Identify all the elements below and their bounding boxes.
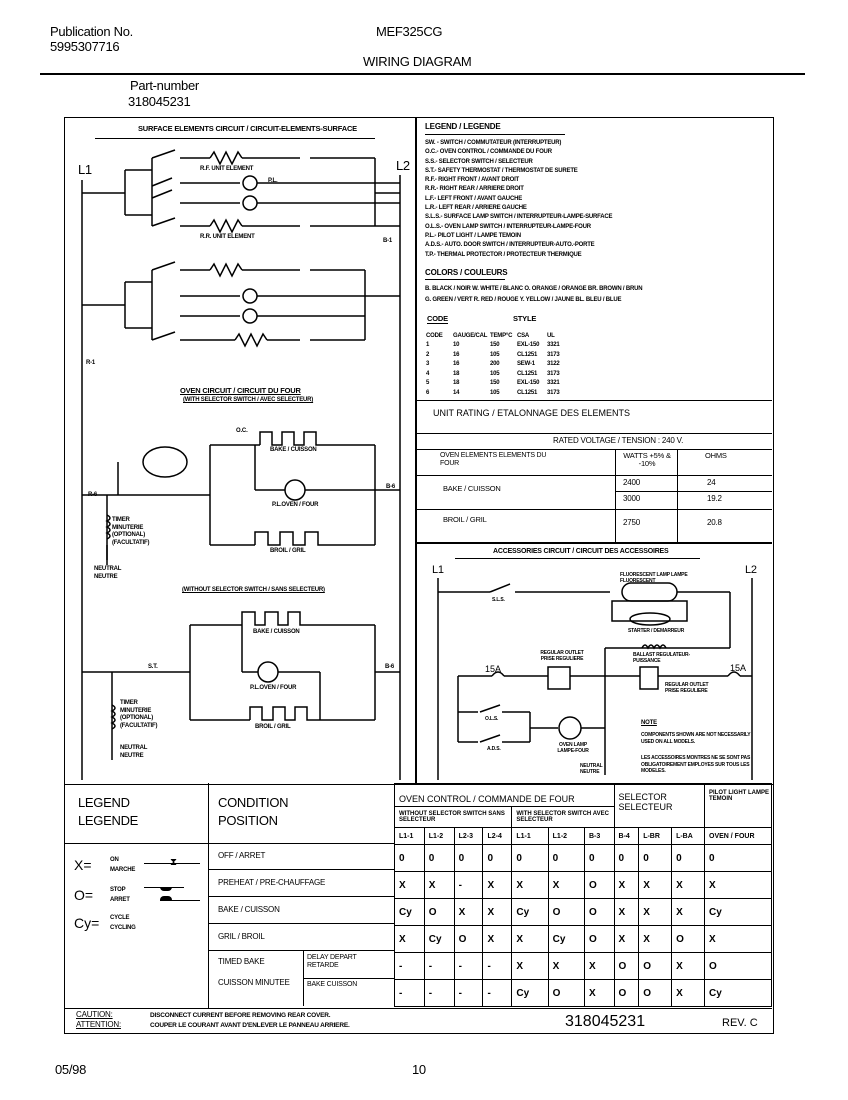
bake-watts-1: 2400 [623,478,640,487]
table-header-row [395,784,772,807]
b6-label-2: B-6 [385,664,395,670]
timer-label: TIMER MINUTERIE (OPTIONAL) (FACULTATIF) [112,517,150,546]
unit-rating-table [415,449,772,542]
legend-item: O.L.S.- OVEN LAMP SWITCH / INTERRUPTEUR-LAMPE-FOUR [425,223,591,230]
cell: SEW-1 [517,361,535,368]
legend-title: LEGEND / LEGENDE [425,122,565,135]
cell: 3 [426,361,430,368]
col-header: L-BR [639,828,672,845]
legend-item: P.L.- PILOT LIGHT / LAMPE TEMOIN [425,232,521,239]
table-row [425,360,561,370]
table-row [395,953,772,980]
legend-heading-fr: LEGENDE [78,813,139,828]
cell: 3173 [547,389,560,396]
cell: - [424,953,454,980]
fluorescent-lamp-label: FLUORESCENT LAMP LAMPE FLUORESCENT [620,572,688,584]
table-row [395,980,772,1007]
legend-list [425,139,765,260]
rated-voltage: RATED VOLTAGE / TENSION : 240 V. [553,436,684,445]
cell: X [614,872,639,899]
col-header: B-3 [584,828,614,845]
table-row [395,899,772,926]
part-number-label: Part-number [130,78,199,93]
cell: Cy [548,926,584,953]
cell: O [584,872,614,899]
col-header: L1-1 [395,828,425,845]
cell: X [548,872,584,899]
rr-element-label: R.R. UNIT ELEMENT [200,234,255,240]
cell: O [614,953,639,980]
page-number: 10 [412,1062,426,1077]
col-header: CSA [517,332,530,339]
oven-light-label: P.L.OVEN / FOUR [272,502,319,508]
cell: 16 [453,361,460,368]
cell: - [483,953,512,980]
legend-item: S.L.S.- SURFACE LAMP SWITCH / INTERRUPTEUR-LAMPE-SURFACE [425,214,613,221]
symbol-en: ON [110,857,119,863]
cell: X [454,899,483,926]
cell: 3173 [547,351,560,358]
cell: - [454,980,483,1007]
symbol: O= [74,887,94,903]
cell: X [705,872,772,899]
divider [415,509,772,510]
starter-label: STARTER / DEMARREUR [628,628,685,634]
b1-label: B-1 [383,238,393,244]
cell: O [584,899,614,926]
cell: 0 [512,845,548,872]
table-row [395,845,772,872]
cell: CL1251 [517,370,538,377]
divider [677,449,678,542]
cell: 150 [490,342,500,349]
bake-sublabel: BAKE CUISSON [307,981,358,988]
cell: X [639,926,672,953]
symbol-fr: MARCHE [110,867,136,873]
col-header: L1-1 [512,828,548,845]
cell: X [705,926,772,953]
pilot-light-header: PILOT LIGHT LAMPE TEMOIN [705,784,772,828]
cell: Cy [512,980,548,1007]
table-row [425,379,561,389]
cell: O [454,926,483,953]
bake-element-label-2: BAKE / CUISSON [253,629,300,635]
without-selector-subtitle: (WITHOUT SELECTOR SWITCH / SANS SELECTEUR) [182,587,325,593]
bake-element-label: BAKE / CUISSON [270,447,317,453]
position-heading: POSITION [218,813,278,828]
cell: X [639,899,672,926]
cell: 105 [490,351,500,358]
cell: 3321 [547,380,560,387]
table-header-row [425,332,561,342]
cell: EXL-150 [517,380,540,387]
cell: - [483,980,512,1007]
cell: O [548,899,584,926]
cell: CL1251 [517,389,538,396]
rated-voltage-row [415,432,772,450]
symbol: Cy= [74,915,100,931]
caution-label: CAUTION: [76,1010,113,1019]
cell: 14 [453,389,460,396]
cell: X [512,872,548,899]
r1-label: R-1 [86,360,96,366]
cell: 0 [614,845,639,872]
cell: Cy [424,926,454,953]
cell: O [672,926,705,953]
cell: O [639,980,672,1007]
symbol-en: CYCLE [110,915,130,921]
condition-bake: BAKE / CUISSON [208,897,394,924]
cell: X [614,926,639,953]
legend-item: L.R.- LEFT REAR / ARRIERE GAUCHE [425,205,527,212]
symbol-fr: ARRET [110,897,130,903]
col-watts-header: WATTS +5% & -10% [623,451,671,468]
legend-item: S.S.- SELECTOR SWITCH / SELECTEUR [425,158,533,165]
broil-element-label: BROIL / GRIL [270,548,306,554]
cell: X [483,872,512,899]
code-title: CODE [427,313,448,323]
legend-item: SW. - SWITCH / COMMUTATEUR (INTERRUPTEUR) [425,140,562,146]
legend-item: T.P.- THERMAL PROTECTOR / PROTECTEUR THERMIQUE [425,251,582,258]
switch-open-icon-top [160,887,172,891]
cell: 0 [548,845,584,872]
publication-number: 5995307716 [50,39,120,54]
revision-label: REV. C [722,1017,758,1029]
cell: 0 [584,845,614,872]
bake-watts-2: 3000 [623,494,640,503]
oven-circuit-title: OVEN CIRCUIT / CIRCUIT DU FOUR [180,386,301,395]
acc-l1-label: L1 [432,564,444,576]
colors-line-2: G. GREEN / VERT R. RED / ROUGE Y. YELLOW / JAUNE BL. BLEU / BLUE [425,296,622,303]
l2-label: L2 [396,158,410,173]
oven-lamp-label: OVEN LAMP LAMPE-FOUR [557,742,589,754]
cuisson-minutee-label: CUISSON MINUTEE [218,978,290,987]
timer-label-2: TIMER MINUTERIE (OPTIONAL) (FACULTATIF) [120,700,158,729]
broil-row-label: BROIL / GRIL [443,515,487,524]
surface-circuit-title: SURFACE ELEMENTS CIRCUIT / CIRCUIT-ELEMENTS-SURFACE [138,124,357,133]
without-selector-header: WITHOUT SELECTOR SWITCH SANS SELECTEUR [395,807,512,828]
colors-line-1: B. BLACK / NOIR W. WHITE / BLANC O. ORANGE / ORANGE BR. BROWN / BRUN [425,285,643,292]
cell: 4 [426,370,430,377]
cell: 0 [454,845,483,872]
symbol: X= [74,857,92,873]
col-header: CODE [426,332,443,339]
cell: X [483,926,512,953]
legend-panel [425,122,765,398]
ols-label: O.L.S. [485,716,499,722]
cell: X [584,953,614,980]
cell: 1 [426,342,430,349]
condition-timed-bake [208,951,394,1006]
cell: - [424,980,454,1007]
cell: O [584,926,614,953]
cell: O [548,980,584,1007]
legend-item: O.C.- OVEN CONTROL / COMMANDE DU FOUR [425,149,552,156]
symbol-cy [74,913,204,943]
l1-label: L1 [78,162,92,177]
table-row [425,341,561,351]
condition-off: OFF / ARRET [208,843,394,870]
table-row [425,370,561,380]
legend-item: L.F.- LEFT FRONT / AVANT GAUCHE [425,195,523,202]
cell: 2 [426,351,430,358]
cell: - [395,980,425,1007]
divider [64,843,208,844]
cell: 6 [426,389,430,396]
table-row [395,872,772,899]
cell: CL1251 [517,351,538,358]
cell: 200 [490,361,500,368]
cell: Cy [512,899,548,926]
col-header: B-4 [614,828,639,845]
cell: 105 [490,370,500,377]
col-header: TEMP°C [490,332,513,339]
unit-rating-title: UNIT RATING / ETALONNAGE DES ELEMENTS [433,408,631,418]
divider [415,542,772,544]
outlet-1-label: REGULAR OUTLET PRISE REGULIERE [540,650,584,662]
cell: X [483,899,512,926]
column-header-row [395,828,772,845]
cell: 0 [424,845,454,872]
note-title: NOTE [641,720,657,726]
cell: X [395,872,425,899]
cell: X [548,953,584,980]
divider [64,1008,772,1009]
outlet-2-label: REGULAR OUTLET PRISE REGULIERE [665,682,709,694]
cell: 105 [490,389,500,396]
cell: - [454,953,483,980]
divider [415,475,772,476]
cell: EXL-150 [517,342,540,349]
legend-item: S.T.- SAFETY THERMOSTAT / THERMOSTAT DE SURETE [425,167,578,174]
condition-labels [208,843,394,1006]
delay-sublabel: DELAY DEPART RETARDE [307,954,357,969]
oven-light-label-2: P.L.OVEN / FOUR [250,685,297,691]
oven-control-header: OVEN CONTROL / COMMANDE DE FOUR [395,784,615,807]
publication-label: Publication No. [50,24,133,39]
cell: X [672,953,705,980]
oc-label: O.C. [236,428,248,434]
cell: 0 [705,845,772,872]
col-header: L1-2 [548,828,584,845]
cell: X [672,899,705,926]
col-header: OVEN / FOUR [705,828,772,845]
note-english: COMPONENTS SHOWN ARE NOT NECESSARILY USED ON ALL MODELS. [641,732,751,745]
bake-ohms-1: 24 [707,478,716,487]
col-ohms-header: OHMS [705,451,727,460]
condition-broil: GRIL / BROIL [208,924,394,951]
fuse-1-label: 15A [485,664,502,674]
symbol-o [74,883,204,913]
st-label: S.T. [148,664,158,670]
unit-rating-header [415,400,772,434]
cell: 18 [453,380,460,387]
attention-label: ATTENTION: [76,1020,121,1029]
cell: 0 [639,845,672,872]
b6-label: B-6 [386,484,396,490]
cell: X [672,872,705,899]
broil-watts: 2750 [623,518,640,527]
cell: - [395,953,425,980]
title-rule [455,558,700,559]
model-number: MEF325CG [376,24,443,39]
table-row [425,389,561,399]
caution-text: DISCONNECT CURRENT BEFORE REMOVING REAR COVER. [150,1012,331,1019]
accessories-title: ACCESSORIES CIRCUIT / CIRCUIT DES ACCESSOIRES [493,548,669,555]
sls-label: S.L.S. [492,597,505,603]
cell: 150 [490,380,500,387]
cell: X [512,926,548,953]
cell: X [614,899,639,926]
cell: 3173 [547,370,560,377]
attention-text: COUPER LE COURANT AVANT D'ENLEVER LE PANNEAU ARRIERE. [150,1022,350,1029]
cell: 0 [395,845,425,872]
cell: 10 [453,342,460,349]
symbol-en: STOP [110,887,126,893]
col-header: UL [547,332,555,339]
cell: - [454,872,483,899]
fuse-2-label: 15A [730,663,747,673]
cell: X [672,980,705,1007]
col-element-header: OVEN ELEMENTS ELEMENTS DU FOUR [440,452,547,467]
col-header: GAUGE/CAL [453,332,488,339]
cell: O [705,953,772,980]
ads-label: A.D.S. [487,746,501,752]
condition-heading: CONDITION [218,795,289,810]
symbol-fr: CYCLING [110,925,136,931]
ballast-label: BALLAST REGULATEUR-PUISSANCE [633,652,690,664]
cell: O [639,953,672,980]
cell: 3122 [547,361,560,368]
acc-l2-label: L2 [745,564,757,576]
divider [303,978,394,979]
broil-element-label-2: BROIL / GRIL [255,724,291,730]
cell: O [424,899,454,926]
selector-header: SELECTOR SELECTEUR [614,784,704,828]
bake-row-label: BAKE / CUISSON [443,484,501,493]
cell: X [584,980,614,1007]
cell: Cy [705,980,772,1007]
cell: 5 [426,380,430,387]
col-header: L-BA [672,828,705,845]
wire-code-table [425,332,561,399]
cell: X [639,872,672,899]
pilot-light-label: P.L. [268,178,278,184]
col-header: L2-3 [454,828,483,845]
table-row [395,926,772,953]
cell: X [395,926,425,953]
cell: 18 [453,370,460,377]
legend-item: A.D.S.- AUTO. DOOR SWITCH / INTERRUPTEUR-AUTO.-PORTE [425,242,595,249]
oven-circuit-subtitle: (WITH SELECTOR SWITCH / AVEC SELECTEUR) [183,397,314,403]
colors-title: COLORS / COULEURS [425,268,505,280]
footer-part-number: 318045231 [565,1013,646,1030]
broil-ohms: 20.8 [707,518,722,527]
cell: O [614,980,639,1007]
note-french: LES ACCESSOIRES MONTRES NE SE SONT PAS OBLIGATOIREMENT EMPLOYES SUR TOUS LES MODELES. [641,755,751,774]
acc-neutral-label: NEUTRAL NEUTRE [580,763,603,775]
cell: Cy [395,899,425,926]
cell: 0 [483,845,512,872]
legend-item: R.R.- RIGHT REAR / ARRIERE DROIT [425,186,524,193]
style-title: STYLE [513,313,537,323]
divider [615,449,616,542]
neutral-label: NEUTRAL NEUTRE [94,566,122,580]
legend-item: R.F.- RIGHT FRONT / AVANT DROIT [425,177,520,184]
divider [615,491,772,492]
bake-ohms-2: 19.2 [707,494,722,503]
symbol-legend [74,853,204,943]
neutral-label-2: NEUTRAL NEUTRE [120,745,148,759]
cell: 16 [453,351,460,358]
cell: X [424,872,454,899]
switch-closed-icon-glyph: ⧗ [170,857,178,868]
legend-heading: LEGEND [78,795,130,810]
cell: 3321 [547,342,560,349]
r6-label: R-6 [88,492,98,498]
switch-open-line [160,900,200,901]
condition-preheat: PREHEAT / PRE-CHAUFFAGE [208,870,394,897]
col-header: L2-4 [483,828,512,845]
with-selector-header: WITH SELECTOR SWITCH AVEC SELECTEUR [512,807,614,828]
part-number: 318045231 [128,94,191,109]
cell: Cy [705,899,772,926]
page-title: WIRING DIAGRAM [363,54,472,69]
cell: 0 [672,845,705,872]
table-row [425,351,561,361]
switch-state-table [394,783,772,1007]
symbol-x [74,853,204,883]
timed-bake-label: TIMED BAKE [218,957,265,966]
footer-date: 05/98 [55,1062,87,1077]
cell: X [512,953,548,980]
rf-element-label: R.F. UNIT ELEMENT [200,166,254,172]
col-header: L1-2 [424,828,454,845]
